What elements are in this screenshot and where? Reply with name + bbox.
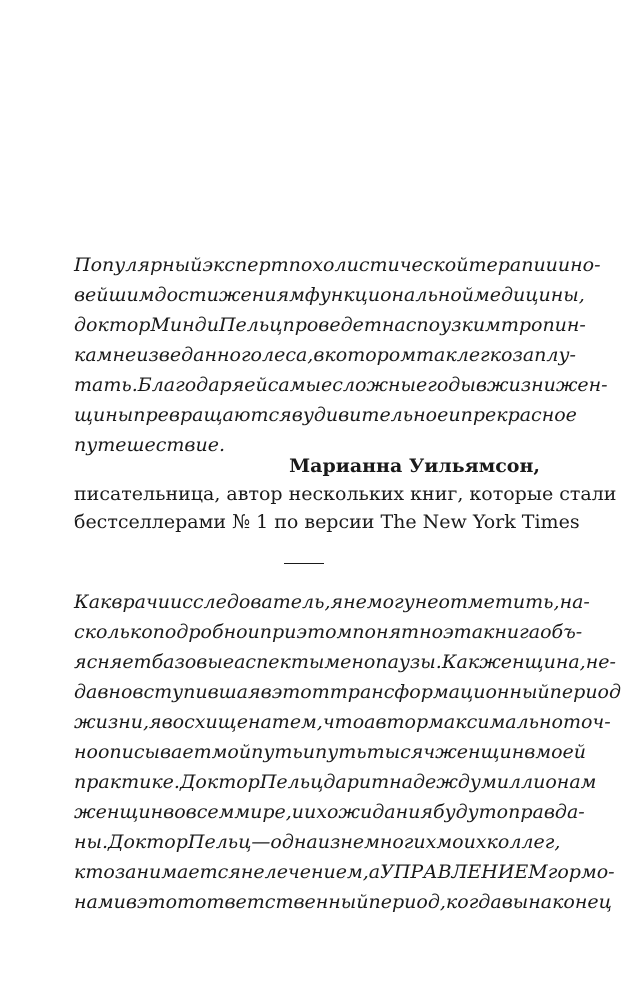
word: щины (74, 404, 134, 426)
word: в (291, 404, 303, 426)
word: и (302, 741, 315, 763)
endorsement-quote-2 (74, 587, 622, 917)
word: в (125, 891, 137, 913)
word: достижениям (154, 284, 305, 306)
word: Доктор (179, 771, 260, 793)
word: в (260, 681, 272, 703)
text-line (74, 707, 611, 737)
word: узким (440, 314, 501, 336)
word: вы (501, 891, 529, 913)
word: давно (74, 681, 133, 703)
word: Благодаря (137, 374, 245, 396)
word: в (524, 741, 536, 763)
text-line (74, 400, 577, 430)
word: УПРАВЛЕНИЕМ (380, 861, 548, 883)
word: период (549, 681, 622, 703)
word: и (557, 254, 571, 276)
word: ей (244, 374, 268, 396)
text-line (74, 250, 601, 280)
text-line (74, 677, 622, 707)
word: сложные (332, 374, 428, 396)
word: отметить, (438, 591, 560, 613)
word: всем (185, 801, 235, 823)
word: оправда- (496, 801, 585, 823)
word: этом (296, 621, 353, 643)
word: Пельц (187, 831, 252, 853)
word: неизведанного (112, 344, 262, 366)
author-description-line-2: бестселлерами № 1 по версии The New York Times (74, 511, 580, 533)
word: могу (366, 591, 415, 613)
word: женщин (74, 801, 164, 823)
word: врач (111, 591, 158, 613)
word: ответственный (195, 891, 369, 913)
word: эта (443, 621, 484, 643)
word: из (317, 831, 341, 853)
word: этот (271, 681, 330, 703)
word: годы (427, 374, 476, 396)
word: легко (456, 344, 513, 366)
word: занимается (114, 861, 241, 883)
word: при (259, 621, 297, 643)
word: автор (364, 711, 429, 733)
word: вступившая (132, 681, 261, 703)
word: объ- (540, 621, 583, 643)
word: кам (74, 344, 113, 366)
word: холистической (312, 254, 469, 276)
word: леса, (261, 344, 314, 366)
text-line (74, 647, 616, 677)
word: подробно (152, 621, 248, 643)
word: период, (368, 891, 446, 913)
word: менопаузы. (324, 651, 442, 673)
word: по (416, 314, 441, 336)
word: будут (432, 801, 497, 823)
text-line (74, 280, 585, 310)
word: я (149, 711, 162, 733)
word: доктор (74, 314, 151, 336)
endorsement-attribution (74, 452, 617, 536)
word: когда (445, 891, 502, 913)
word: и (157, 591, 171, 613)
word: — (251, 831, 271, 853)
word: путь (314, 741, 367, 763)
word: Популярный (74, 254, 203, 276)
text-line (74, 310, 586, 340)
word: заплу- (512, 344, 576, 366)
word: гормо- (547, 861, 615, 883)
endorsement-quote-1 (74, 250, 608, 460)
word: так (416, 344, 457, 366)
word: Как (441, 651, 480, 673)
word: коллег, (486, 831, 561, 853)
word: тем, (271, 711, 323, 733)
word: дарит (323, 771, 390, 793)
word: проведет (282, 314, 382, 336)
word: исследователь, (170, 591, 331, 613)
word: нами (74, 891, 126, 913)
word: удивительное (302, 404, 449, 426)
word: путь (251, 741, 303, 763)
word: не (240, 861, 265, 883)
word: ясняет (74, 651, 152, 673)
word: ожидания (326, 801, 433, 823)
word: вейшим (74, 284, 155, 306)
author-name: Марианна Уильямсон, (289, 455, 540, 477)
word: женщин (435, 741, 525, 763)
word: книга (483, 621, 541, 643)
word: моей (535, 741, 587, 763)
word: кто (74, 861, 115, 883)
word: во (163, 801, 186, 823)
text-line (74, 340, 576, 370)
word: и (448, 404, 461, 426)
word: жизни, (74, 711, 149, 733)
word: функциональной (304, 284, 475, 306)
word: восхищена (161, 711, 272, 733)
word: лечением, (264, 861, 369, 883)
text-line (74, 617, 583, 647)
word: эксперт (202, 254, 289, 276)
word: ны. (74, 831, 109, 853)
word: базовые (151, 651, 235, 673)
word: надежду (389, 771, 481, 793)
word: но- (570, 254, 601, 276)
word: описывает (97, 741, 212, 763)
word: котором (324, 344, 417, 366)
word: превращаются (133, 404, 292, 426)
text-line (74, 587, 590, 617)
word: моих (436, 831, 487, 853)
word: аспекты (234, 651, 325, 673)
text-line (74, 797, 585, 827)
word: в (313, 344, 325, 366)
word: сколько (74, 621, 153, 643)
word: не- (585, 651, 616, 673)
word: в (475, 374, 487, 396)
word: но (74, 741, 98, 763)
word: женщина, (479, 651, 586, 673)
word: Как (74, 591, 112, 613)
text-line (74, 827, 561, 857)
text-line (74, 857, 615, 887)
word: понятно (352, 621, 444, 643)
word: медицины, (474, 284, 585, 306)
word: тропин- (500, 314, 586, 336)
word: наконец (528, 891, 612, 913)
word: путешествие. (74, 434, 225, 456)
text-line (74, 737, 587, 767)
word: по (288, 254, 313, 276)
word: их (304, 801, 327, 823)
word: Доктор (108, 831, 188, 853)
word: нас (381, 314, 417, 336)
word: миллионам (480, 771, 597, 793)
author-description-line-1: писательница, автор нескольких книг, которые стали (74, 483, 617, 505)
word: мой (211, 741, 252, 763)
word: а (368, 861, 381, 883)
word: Минди (150, 314, 219, 336)
word: и (291, 801, 305, 823)
word: я (330, 591, 344, 613)
text-line (74, 370, 608, 400)
word: и (247, 621, 260, 643)
word: тать. (74, 374, 138, 396)
word: точ- (562, 711, 611, 733)
word: прекрасное (460, 404, 577, 426)
word: практике. (74, 771, 180, 793)
text-line (74, 767, 597, 797)
word: Пельц (259, 771, 324, 793)
word: не (343, 591, 367, 613)
word: одна (270, 831, 318, 853)
word: на- (559, 591, 590, 613)
word: мире, (234, 801, 292, 823)
word: немногих (340, 831, 437, 853)
text-line (74, 887, 612, 917)
word: что (322, 711, 365, 733)
word: тысяч (366, 741, 436, 763)
word: терапии (468, 254, 558, 276)
word: максимально (428, 711, 563, 733)
word: жен- (555, 374, 608, 396)
word: Пельц (218, 314, 283, 336)
section-divider (284, 563, 324, 564)
word: самые (267, 374, 333, 396)
word: этот (136, 891, 196, 913)
word: жизни (486, 374, 556, 396)
word: не (414, 591, 439, 613)
word: трансформационный (329, 681, 550, 703)
